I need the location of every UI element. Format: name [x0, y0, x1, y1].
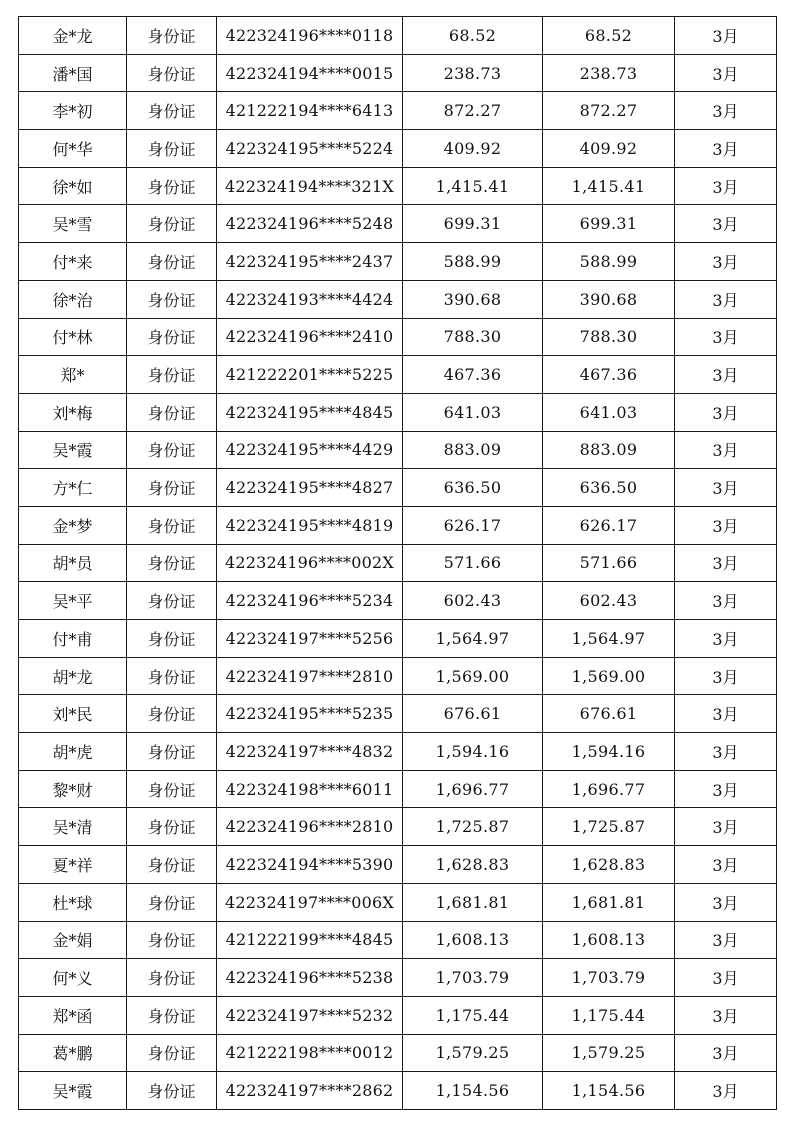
name-cell: 胡*员 — [19, 544, 127, 582]
name-cell: 夏*祥 — [19, 846, 127, 884]
amount-cell: 1,681.81 — [403, 883, 543, 921]
id-type-cell: 身份证 — [127, 167, 217, 205]
id-type-cell: 身份证 — [127, 318, 217, 356]
table-row — [19, 883, 777, 921]
month-cell: 3月 — [675, 318, 777, 356]
id-number-cell: 422324194****0015 — [217, 54, 403, 92]
month-cell: 3月 — [675, 996, 777, 1034]
amount-cell: 1,569.00 — [403, 657, 543, 695]
name-cell: 杜*球 — [19, 883, 127, 921]
month-cell: 3月 — [675, 695, 777, 733]
month-cell: 3月 — [675, 921, 777, 959]
table-row — [19, 544, 777, 582]
amount-cell: 1,608.13 — [543, 921, 675, 959]
amount-cell: 636.50 — [543, 469, 675, 507]
table-row — [19, 506, 777, 544]
amount-cell: 1,154.56 — [543, 1072, 675, 1110]
amount-cell: 467.36 — [403, 356, 543, 394]
amount-cell: 1,594.16 — [543, 733, 675, 771]
amount-cell: 1,725.87 — [543, 808, 675, 846]
id-number-cell: 422324198****6011 — [217, 770, 403, 808]
amount-cell: 1,628.83 — [403, 846, 543, 884]
table-row — [19, 17, 777, 55]
month-cell: 3月 — [675, 883, 777, 921]
amount-cell: 1,703.79 — [543, 959, 675, 997]
amount-cell: 1,175.44 — [543, 996, 675, 1034]
amount-cell: 588.99 — [403, 243, 543, 281]
month-cell: 3月 — [675, 280, 777, 318]
id-type-cell: 身份证 — [127, 431, 217, 469]
id-type-cell: 身份证 — [127, 130, 217, 168]
amount-cell: 872.27 — [403, 92, 543, 130]
id-type-cell: 身份证 — [127, 996, 217, 1034]
name-cell: 胡*龙 — [19, 657, 127, 695]
month-cell: 3月 — [675, 733, 777, 771]
table-row — [19, 770, 777, 808]
id-type-cell: 身份证 — [127, 92, 217, 130]
id-type-cell: 身份证 — [127, 356, 217, 394]
month-cell: 3月 — [675, 205, 777, 243]
id-number-cell: 422324193****4424 — [217, 280, 403, 318]
table-row — [19, 431, 777, 469]
amount-cell: 1,696.77 — [403, 770, 543, 808]
id-number-cell: 422324194****5390 — [217, 846, 403, 884]
id-type-cell: 身份证 — [127, 770, 217, 808]
id-type-cell: 身份证 — [127, 205, 217, 243]
id-type-cell: 身份证 — [127, 921, 217, 959]
id-number-cell: 422324195****4819 — [217, 506, 403, 544]
month-cell: 3月 — [675, 1034, 777, 1072]
table-row — [19, 167, 777, 205]
table-row — [19, 846, 777, 884]
amount-cell: 641.03 — [543, 393, 675, 431]
id-type-cell: 身份证 — [127, 657, 217, 695]
table-row — [19, 205, 777, 243]
amount-cell: 883.09 — [543, 431, 675, 469]
table-row — [19, 243, 777, 281]
amount-cell: 68.52 — [403, 17, 543, 55]
id-number-cell: 422324197****5256 — [217, 620, 403, 658]
id-number-cell: 422324197****2862 — [217, 1072, 403, 1110]
id-type-cell: 身份证 — [127, 1072, 217, 1110]
table-row — [19, 469, 777, 507]
id-number-cell: 422324196****0118 — [217, 17, 403, 55]
table-row — [19, 921, 777, 959]
table-row — [19, 1072, 777, 1110]
id-type-cell: 身份证 — [127, 846, 217, 884]
amount-cell: 588.99 — [543, 243, 675, 281]
amount-cell: 571.66 — [543, 544, 675, 582]
id-type-cell: 身份证 — [127, 1034, 217, 1072]
id-number-cell: 422324195****2437 — [217, 243, 403, 281]
amount-cell: 788.30 — [543, 318, 675, 356]
id-type-cell: 身份证 — [127, 959, 217, 997]
name-cell: 金*娟 — [19, 921, 127, 959]
month-cell: 3月 — [675, 808, 777, 846]
name-cell: 方*仁 — [19, 469, 127, 507]
amount-cell: 1,175.44 — [403, 996, 543, 1034]
amount-cell: 872.27 — [543, 92, 675, 130]
id-type-cell: 身份证 — [127, 280, 217, 318]
month-cell: 3月 — [675, 846, 777, 884]
amount-cell: 1,696.77 — [543, 770, 675, 808]
amount-cell: 1,569.00 — [543, 657, 675, 695]
id-type-cell: 身份证 — [127, 582, 217, 620]
month-cell: 3月 — [675, 431, 777, 469]
amount-cell: 1,579.25 — [543, 1034, 675, 1072]
id-number-cell: 422324195****5224 — [217, 130, 403, 168]
table-row — [19, 695, 777, 733]
month-cell: 3月 — [675, 17, 777, 55]
id-number-cell: 422324195****5235 — [217, 695, 403, 733]
id-number-cell: 422324197****006X — [217, 883, 403, 921]
table-row — [19, 1034, 777, 1072]
name-cell: 吴*平 — [19, 582, 127, 620]
id-number-cell: 422324196****5238 — [217, 959, 403, 997]
amount-cell: 1,564.97 — [403, 620, 543, 658]
month-cell: 3月 — [675, 620, 777, 658]
id-type-cell: 身份证 — [127, 695, 217, 733]
month-cell: 3月 — [675, 657, 777, 695]
table-row — [19, 620, 777, 658]
table-row — [19, 657, 777, 695]
amount-cell: 699.31 — [403, 205, 543, 243]
name-cell: 刘*梅 — [19, 393, 127, 431]
amount-cell: 602.43 — [403, 582, 543, 620]
id-type-cell: 身份证 — [127, 883, 217, 921]
name-cell: 吴*霞 — [19, 431, 127, 469]
amount-cell: 883.09 — [403, 431, 543, 469]
name-cell: 潘*国 — [19, 54, 127, 92]
id-type-cell: 身份证 — [127, 620, 217, 658]
name-cell: 徐*治 — [19, 280, 127, 318]
id-number-cell: 422324195****4429 — [217, 431, 403, 469]
month-cell: 3月 — [675, 582, 777, 620]
amount-cell: 409.92 — [543, 130, 675, 168]
name-cell: 金*龙 — [19, 17, 127, 55]
id-type-cell: 身份证 — [127, 469, 217, 507]
amount-cell: 1,594.16 — [403, 733, 543, 771]
name-cell: 胡*虎 — [19, 733, 127, 771]
month-cell: 3月 — [675, 393, 777, 431]
amount-cell: 676.61 — [543, 695, 675, 733]
amount-cell: 1,564.97 — [543, 620, 675, 658]
table-row — [19, 733, 777, 771]
amount-cell: 1,154.56 — [403, 1072, 543, 1110]
id-type-cell: 身份证 — [127, 506, 217, 544]
table-row — [19, 356, 777, 394]
id-number-cell: 422324197****4832 — [217, 733, 403, 771]
amount-cell: 1,579.25 — [403, 1034, 543, 1072]
id-number-cell: 422324194****321X — [217, 167, 403, 205]
month-cell: 3月 — [675, 506, 777, 544]
id-number-cell: 422324195****4827 — [217, 469, 403, 507]
month-cell: 3月 — [675, 54, 777, 92]
table-row — [19, 959, 777, 997]
amount-cell: 571.66 — [403, 544, 543, 582]
table-row — [19, 808, 777, 846]
id-number-cell: 421222194****6413 — [217, 92, 403, 130]
amount-cell: 390.68 — [543, 280, 675, 318]
amount-cell: 1,703.79 — [403, 959, 543, 997]
name-cell: 何*华 — [19, 130, 127, 168]
name-cell: 付*林 — [19, 318, 127, 356]
month-cell: 3月 — [675, 130, 777, 168]
month-cell: 3月 — [675, 544, 777, 582]
id-number-cell: 422324195****4845 — [217, 393, 403, 431]
table-row — [19, 130, 777, 168]
amount-cell: 626.17 — [543, 506, 675, 544]
amount-cell: 788.30 — [403, 318, 543, 356]
table-row — [19, 92, 777, 130]
amount-cell: 699.31 — [543, 205, 675, 243]
name-cell: 刘*民 — [19, 695, 127, 733]
table-row — [19, 582, 777, 620]
amount-cell: 467.36 — [543, 356, 675, 394]
amount-cell: 641.03 — [403, 393, 543, 431]
id-number-cell: 421222199****4845 — [217, 921, 403, 959]
amount-cell: 676.61 — [403, 695, 543, 733]
id-number-cell: 421222201****5225 — [217, 356, 403, 394]
id-type-cell: 身份证 — [127, 54, 217, 92]
amount-cell: 390.68 — [403, 280, 543, 318]
month-cell: 3月 — [675, 959, 777, 997]
month-cell: 3月 — [675, 1072, 777, 1110]
table-row — [19, 393, 777, 431]
amount-cell: 1,725.87 — [403, 808, 543, 846]
table-row — [19, 54, 777, 92]
amount-cell: 68.52 — [543, 17, 675, 55]
table-body — [19, 17, 777, 1110]
amount-cell: 1,608.13 — [403, 921, 543, 959]
amount-cell: 626.17 — [403, 506, 543, 544]
id-number-cell: 422324196****002X — [217, 544, 403, 582]
month-cell: 3月 — [675, 167, 777, 205]
name-cell: 郑* — [19, 356, 127, 394]
amount-cell: 602.43 — [543, 582, 675, 620]
amount-cell: 238.73 — [403, 54, 543, 92]
amount-cell: 238.73 — [543, 54, 675, 92]
month-cell: 3月 — [675, 92, 777, 130]
id-type-cell: 身份证 — [127, 243, 217, 281]
id-type-cell: 身份证 — [127, 733, 217, 771]
id-type-cell: 身份证 — [127, 393, 217, 431]
amount-cell: 409.92 — [403, 130, 543, 168]
month-cell: 3月 — [675, 770, 777, 808]
amount-cell: 1,415.41 — [543, 167, 675, 205]
name-cell: 吴*清 — [19, 808, 127, 846]
name-cell: 何*义 — [19, 959, 127, 997]
name-cell: 葛*鹏 — [19, 1034, 127, 1072]
id-type-cell: 身份证 — [127, 808, 217, 846]
month-cell: 3月 — [675, 356, 777, 394]
id-number-cell: 422324197****5232 — [217, 996, 403, 1034]
name-cell: 吴*雪 — [19, 205, 127, 243]
amount-cell: 1,628.83 — [543, 846, 675, 884]
id-number-cell: 422324196****5234 — [217, 582, 403, 620]
name-cell: 徐*如 — [19, 167, 127, 205]
payment-table — [18, 16, 777, 1110]
id-number-cell: 422324196****2410 — [217, 318, 403, 356]
id-number-cell: 422324196****2810 — [217, 808, 403, 846]
name-cell: 黎*财 — [19, 770, 127, 808]
name-cell: 郑*函 — [19, 996, 127, 1034]
table-row — [19, 318, 777, 356]
amount-cell: 636.50 — [403, 469, 543, 507]
id-number-cell: 421222198****0012 — [217, 1034, 403, 1072]
name-cell: 金*梦 — [19, 506, 127, 544]
id-type-cell: 身份证 — [127, 544, 217, 582]
id-number-cell: 422324196****5248 — [217, 205, 403, 243]
month-cell: 3月 — [675, 243, 777, 281]
name-cell: 付*来 — [19, 243, 127, 281]
name-cell: 吴*霞 — [19, 1072, 127, 1110]
amount-cell: 1,681.81 — [543, 883, 675, 921]
name-cell: 付*甫 — [19, 620, 127, 658]
month-cell: 3月 — [675, 469, 777, 507]
table-row — [19, 996, 777, 1034]
amount-cell: 1,415.41 — [403, 167, 543, 205]
id-number-cell: 422324197****2810 — [217, 657, 403, 695]
name-cell: 李*初 — [19, 92, 127, 130]
table-row — [19, 280, 777, 318]
id-type-cell: 身份证 — [127, 17, 217, 55]
